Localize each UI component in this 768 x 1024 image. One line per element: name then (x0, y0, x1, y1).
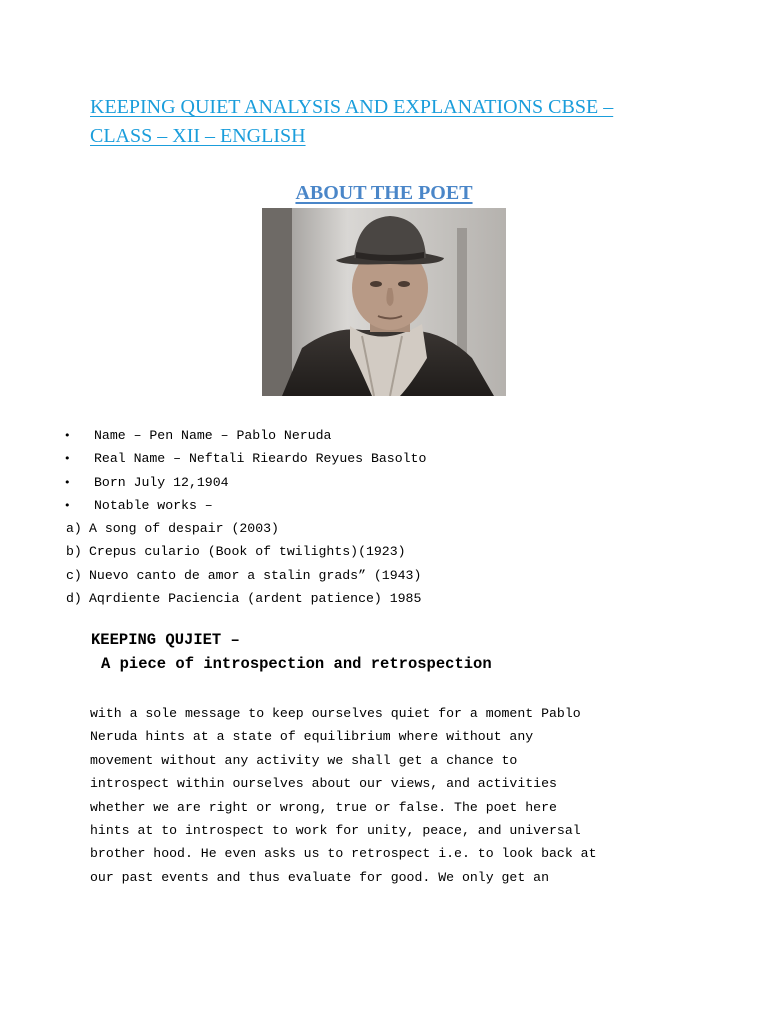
poet-portrait-photo (262, 208, 506, 396)
poet-facts-list (64, 424, 426, 517)
document-title-line-1: KEEPING QUIET ANALYSIS AND EXPLANATIONS CBSE – (90, 96, 614, 118)
section-heading-text: ABOUT THE POET (295, 182, 473, 204)
list-item-text: A song of despair (2003) (89, 521, 279, 536)
poet-portrait-image (262, 208, 506, 396)
list-item-text: Nuevo canto de amor a stalin grads” (1943) (89, 567, 422, 583)
list-item (64, 424, 426, 447)
keeping-quiet-heading: KEEPING QUJIET – (91, 631, 240, 649)
list-marker: c) (66, 567, 82, 583)
list-marker: b) (66, 544, 82, 560)
list-marker: d) (66, 590, 82, 606)
list-marker: a) (66, 521, 82, 536)
paragraph-line: with a sole message to keep ourselves quiet for a moment Pablo (90, 706, 581, 721)
list-item (66, 540, 421, 563)
document-title-line-2: CLASS – XII – ENGLISH (90, 125, 306, 147)
list-item-text: Notable works – (94, 497, 213, 513)
list-item (66, 587, 421, 610)
bullet-glyph: • (64, 498, 71, 512)
notable-works-list (66, 517, 421, 610)
list-item (66, 517, 421, 540)
paragraph-line: movement without any activity we shall get a chance to (90, 752, 518, 768)
document-title (90, 93, 690, 151)
bullet-glyph: • (64, 452, 71, 466)
list-item (66, 564, 421, 587)
paragraph-line: Neruda hints at a state of equilibrium where without any (90, 729, 534, 745)
analysis-paragraph (90, 702, 596, 889)
paragraph-line: brother hood. He even asks us to retrospect i.e. to look back at (90, 846, 597, 862)
list-item-text: Aqrdiente Paciencia (ardent patience) 1985 (89, 590, 422, 606)
paragraph-line: our past events and thus evaluate for good. We only get an (90, 869, 549, 885)
list-item-text: Real Name – Neftali Rieardo Reyues Basolto (94, 451, 427, 467)
list-item (64, 471, 426, 494)
list-item-text: Crepus culario (Book of twilights)(1923) (89, 544, 406, 560)
bullet-glyph: • (64, 429, 71, 442)
list-item (64, 494, 426, 517)
list-item-text: Name – Pen Name – Pablo Neruda (94, 428, 332, 443)
list-item (64, 447, 426, 470)
paragraph-line: whether we are right or wrong, true or false. The poet here (90, 799, 557, 815)
list-item-text: Born July 12,1904 (94, 474, 229, 490)
keeping-quiet-subheading: A piece of introspection and retrospection (101, 655, 492, 673)
section-heading-about-poet (0, 182, 768, 205)
bullet-glyph: • (64, 475, 71, 489)
paragraph-line: introspect within ourselves about our views, and activities (90, 776, 557, 792)
paragraph-line: hints at to introspect to work for unity, peace, and universal (90, 822, 581, 838)
